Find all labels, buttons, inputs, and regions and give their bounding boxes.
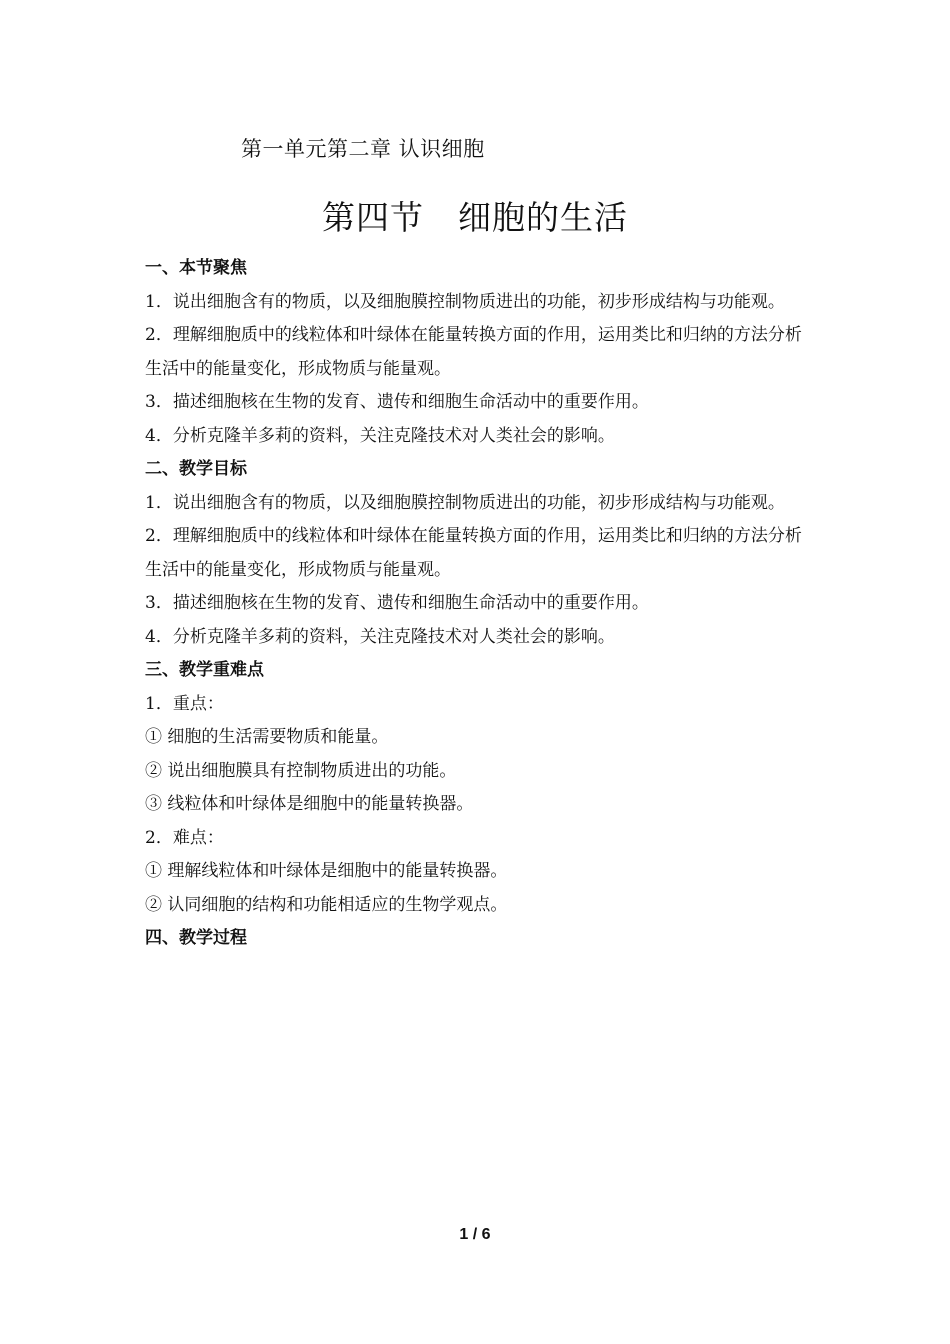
difficulty-item-1: ① 理解线粒体和叶绿体是细胞中的能量转换器。 (145, 861, 508, 881)
objective-item-2: 2．理解细胞质中的线粒体和叶绿体在能量转换方面的作用，运用类比和归纳的方法分析生活中的能量变化，形成物质与能量观。 (145, 526, 802, 580)
unit-title: 第一单元第二章 认识细胞 (241, 137, 485, 161)
key-point-item-2: ② 说出细胞膜具有控制物质进出的功能。 (145, 760, 457, 781)
objective-item-1: 1．说出细胞含有的物质，以及细胞膜控制物质进出的功能，初步形成结构与功能观。 (145, 492, 785, 513)
focus-item-3: 3．描述细胞核在生物的发育、遗传和细胞生命活动中的重要作用。 (145, 392, 649, 412)
key-point-item-3: ③ 线粒体和叶绿体是细胞中的能量转换器。 (145, 794, 474, 814)
difficulty-label: 2．难点： (145, 827, 224, 848)
document-body (145, 252, 810, 956)
section-heading-process: 四、教学过程 (145, 928, 247, 948)
objective-item-3: 3．描述细胞核在生物的发育、遗传和细胞生命活动中的重要作用。 (145, 593, 649, 613)
difficulty-item-2: ② 认同细胞的结构和功能相适应的生物学观点。 (145, 894, 508, 915)
objective-item-4: 4．分析克隆羊多莉的资料，关注克隆技术对人类社会的影响。 (145, 626, 615, 647)
section-number: 第四节 (322, 198, 424, 237)
section-heading-focus: 一、本节聚焦 (145, 258, 247, 278)
focus-item-4: 4．分析克隆羊多莉的资料，关注克隆技术对人类社会的影响。 (145, 425, 615, 446)
key-point-label: 1．重点： (145, 693, 224, 714)
focus-item-1: 1．说出细胞含有的物质，以及细胞膜控制物质进出的功能，初步形成结构与功能观。 (145, 291, 785, 312)
section-heading-objectives: 二、教学目标 (145, 459, 247, 479)
section-heading-key-points: 三、教学重难点 (145, 660, 264, 680)
focus-item-2: 2．理解细胞质中的线粒体和叶绿体在能量转换方面的作用，运用类比和归纳的方法分析生活中的能量变化，形成物质与能量观。 (145, 325, 802, 379)
section-name: 细胞的生活 (458, 198, 628, 237)
key-point-item-1: ① 细胞的生活需要物质和能量。 (145, 727, 389, 747)
section-title (0, 192, 950, 239)
page-indicator: 1 / 6 (459, 1226, 491, 1243)
